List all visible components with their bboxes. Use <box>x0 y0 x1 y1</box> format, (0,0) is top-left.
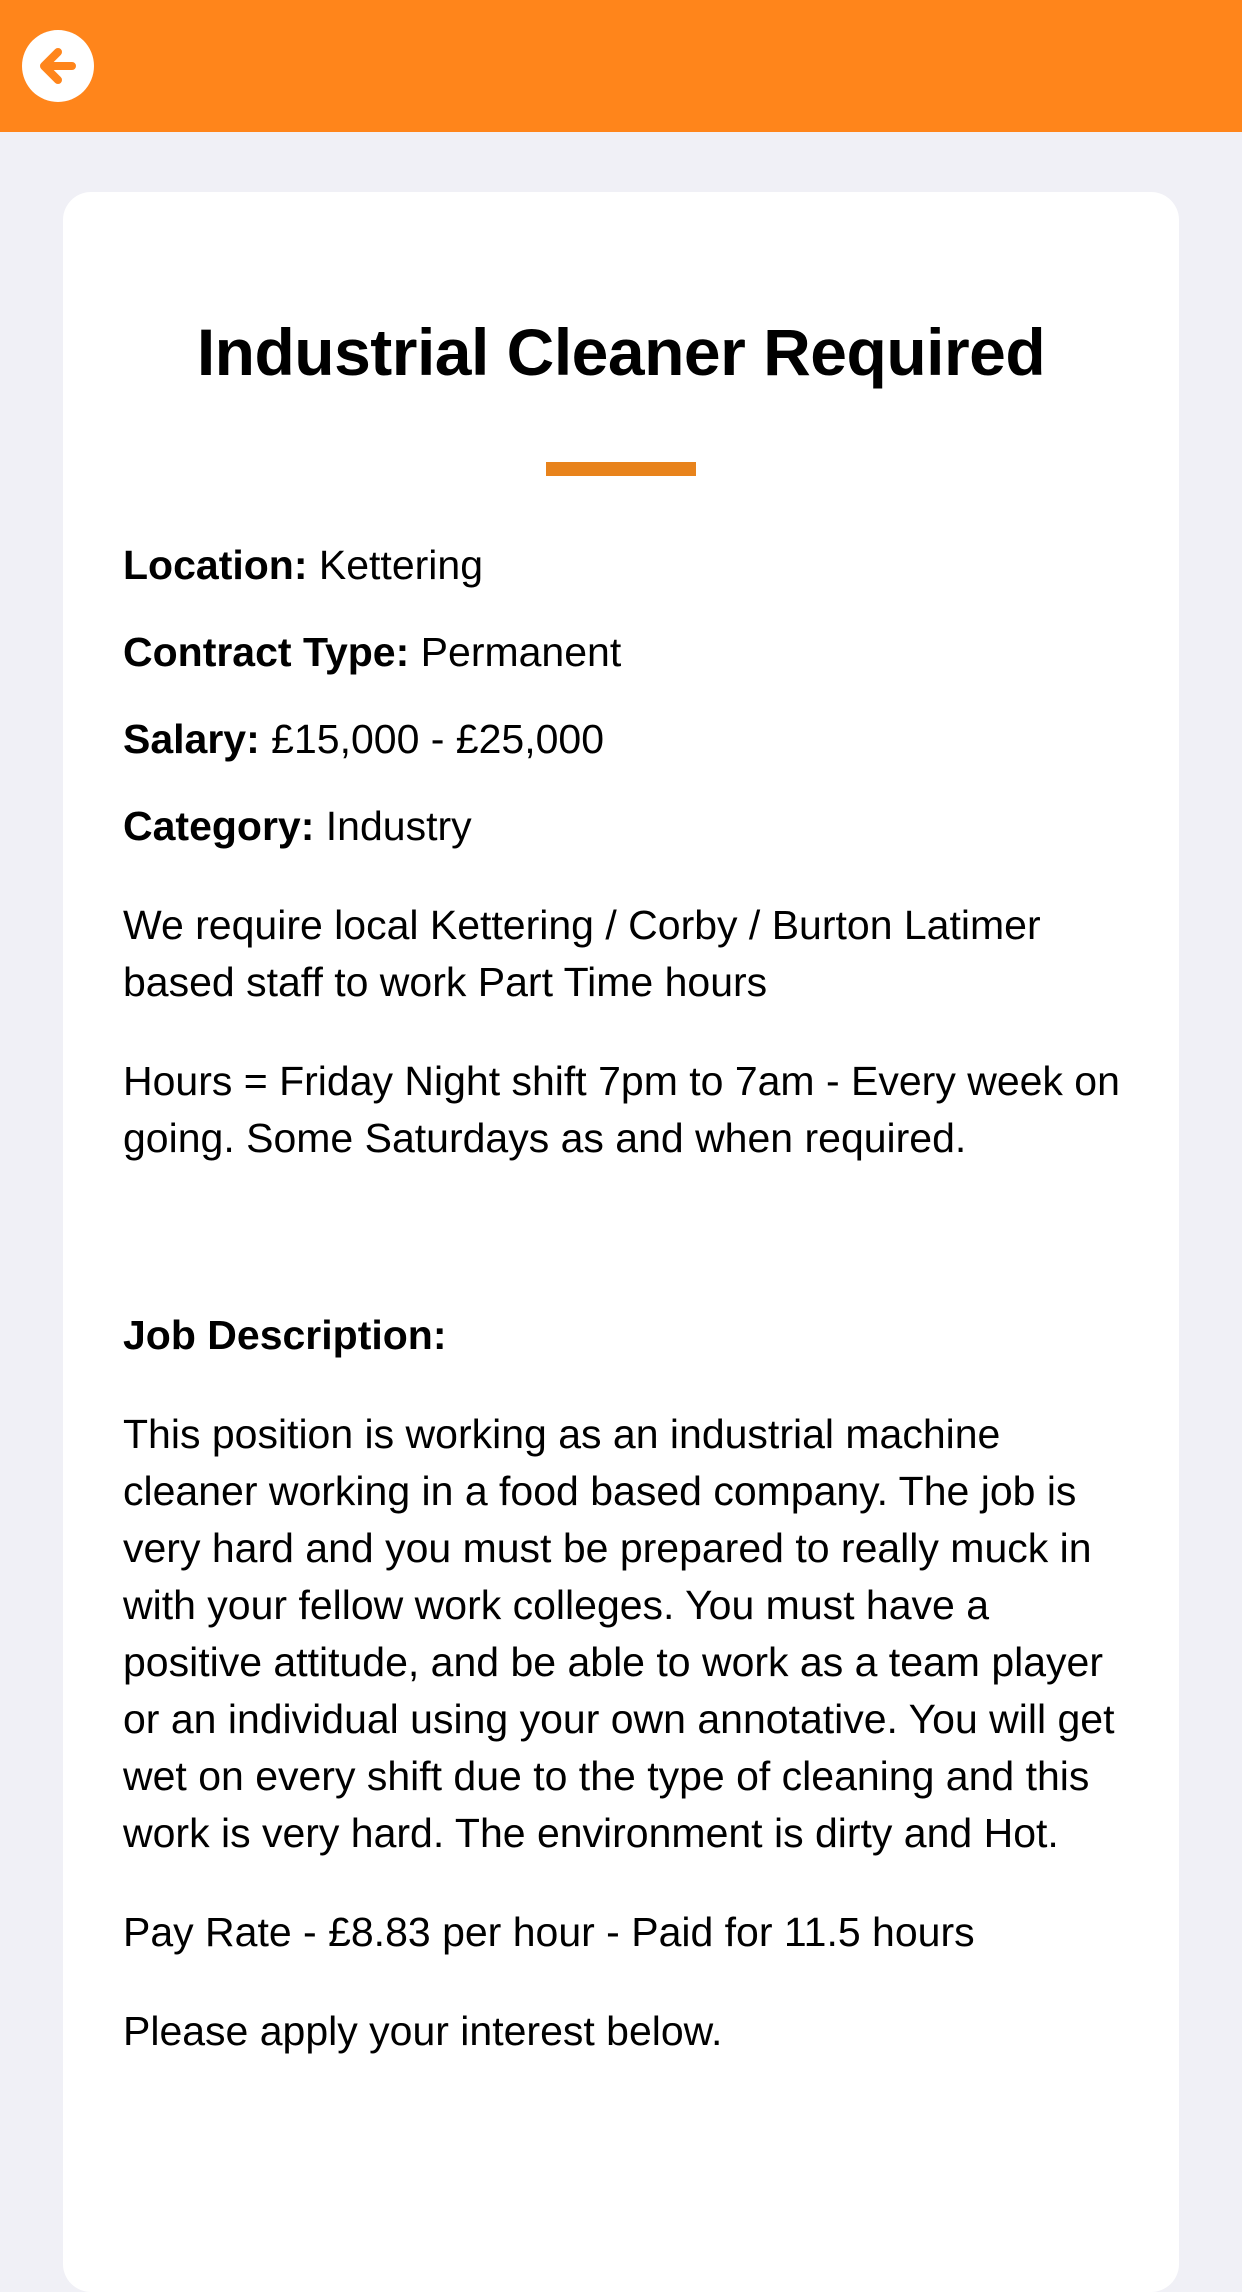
salary-label: Salary: <box>123 716 260 762</box>
category-field <box>123 798 1133 855</box>
title-divider <box>546 462 696 476</box>
category-value: Industry <box>325 803 472 849</box>
apply-text: Please apply your interest below. <box>123 2008 723 2054</box>
salary-value: £15,000 - £25,000 <box>271 716 605 762</box>
location-field <box>123 537 1133 594</box>
top-bar <box>0 0 1242 132</box>
location-label: Location: <box>123 542 308 588</box>
back-button[interactable] <box>22 30 94 102</box>
job-description-text: This position is working as an industrial machine cleaner working in a food based company. The job is very hard and you must be prepared to really muck in with your fellow work colleges. You must have a positive attitude, and be able to work as a team player or an individual using your own annotative. You will get wet on every shift due to the type of cleaning and this work is very hard. The environment is dirty and Hot. <box>123 1411 1115 1856</box>
intro-paragraph: We require local Kettering / Corby / Burton Latimer based staff to work Part Time hours <box>123 902 1041 1005</box>
arrow-left-circle-icon <box>22 30 94 102</box>
job-content <box>123 537 1133 2060</box>
contract-type-label: Contract Type: <box>123 629 410 675</box>
category-label: Category: <box>123 803 315 849</box>
job-title: Industrial Cleaner Required <box>196 315 1046 389</box>
pay-rate-text: Pay Rate - £8.83 per hour - Paid for 11.5 hours <box>123 1909 975 1955</box>
contract-type-value: Permanent <box>420 629 622 675</box>
job-description-heading: Job Description: <box>123 1312 447 1358</box>
location-value: Kettering <box>318 542 483 588</box>
contract-type-field <box>123 624 1133 681</box>
salary-field <box>123 711 1133 768</box>
job-detail-card <box>63 192 1179 2292</box>
hours-paragraph: Hours = Friday Night shift 7pm to 7am - Every week on going. Some Saturdays as and when required. <box>123 1058 1120 1161</box>
